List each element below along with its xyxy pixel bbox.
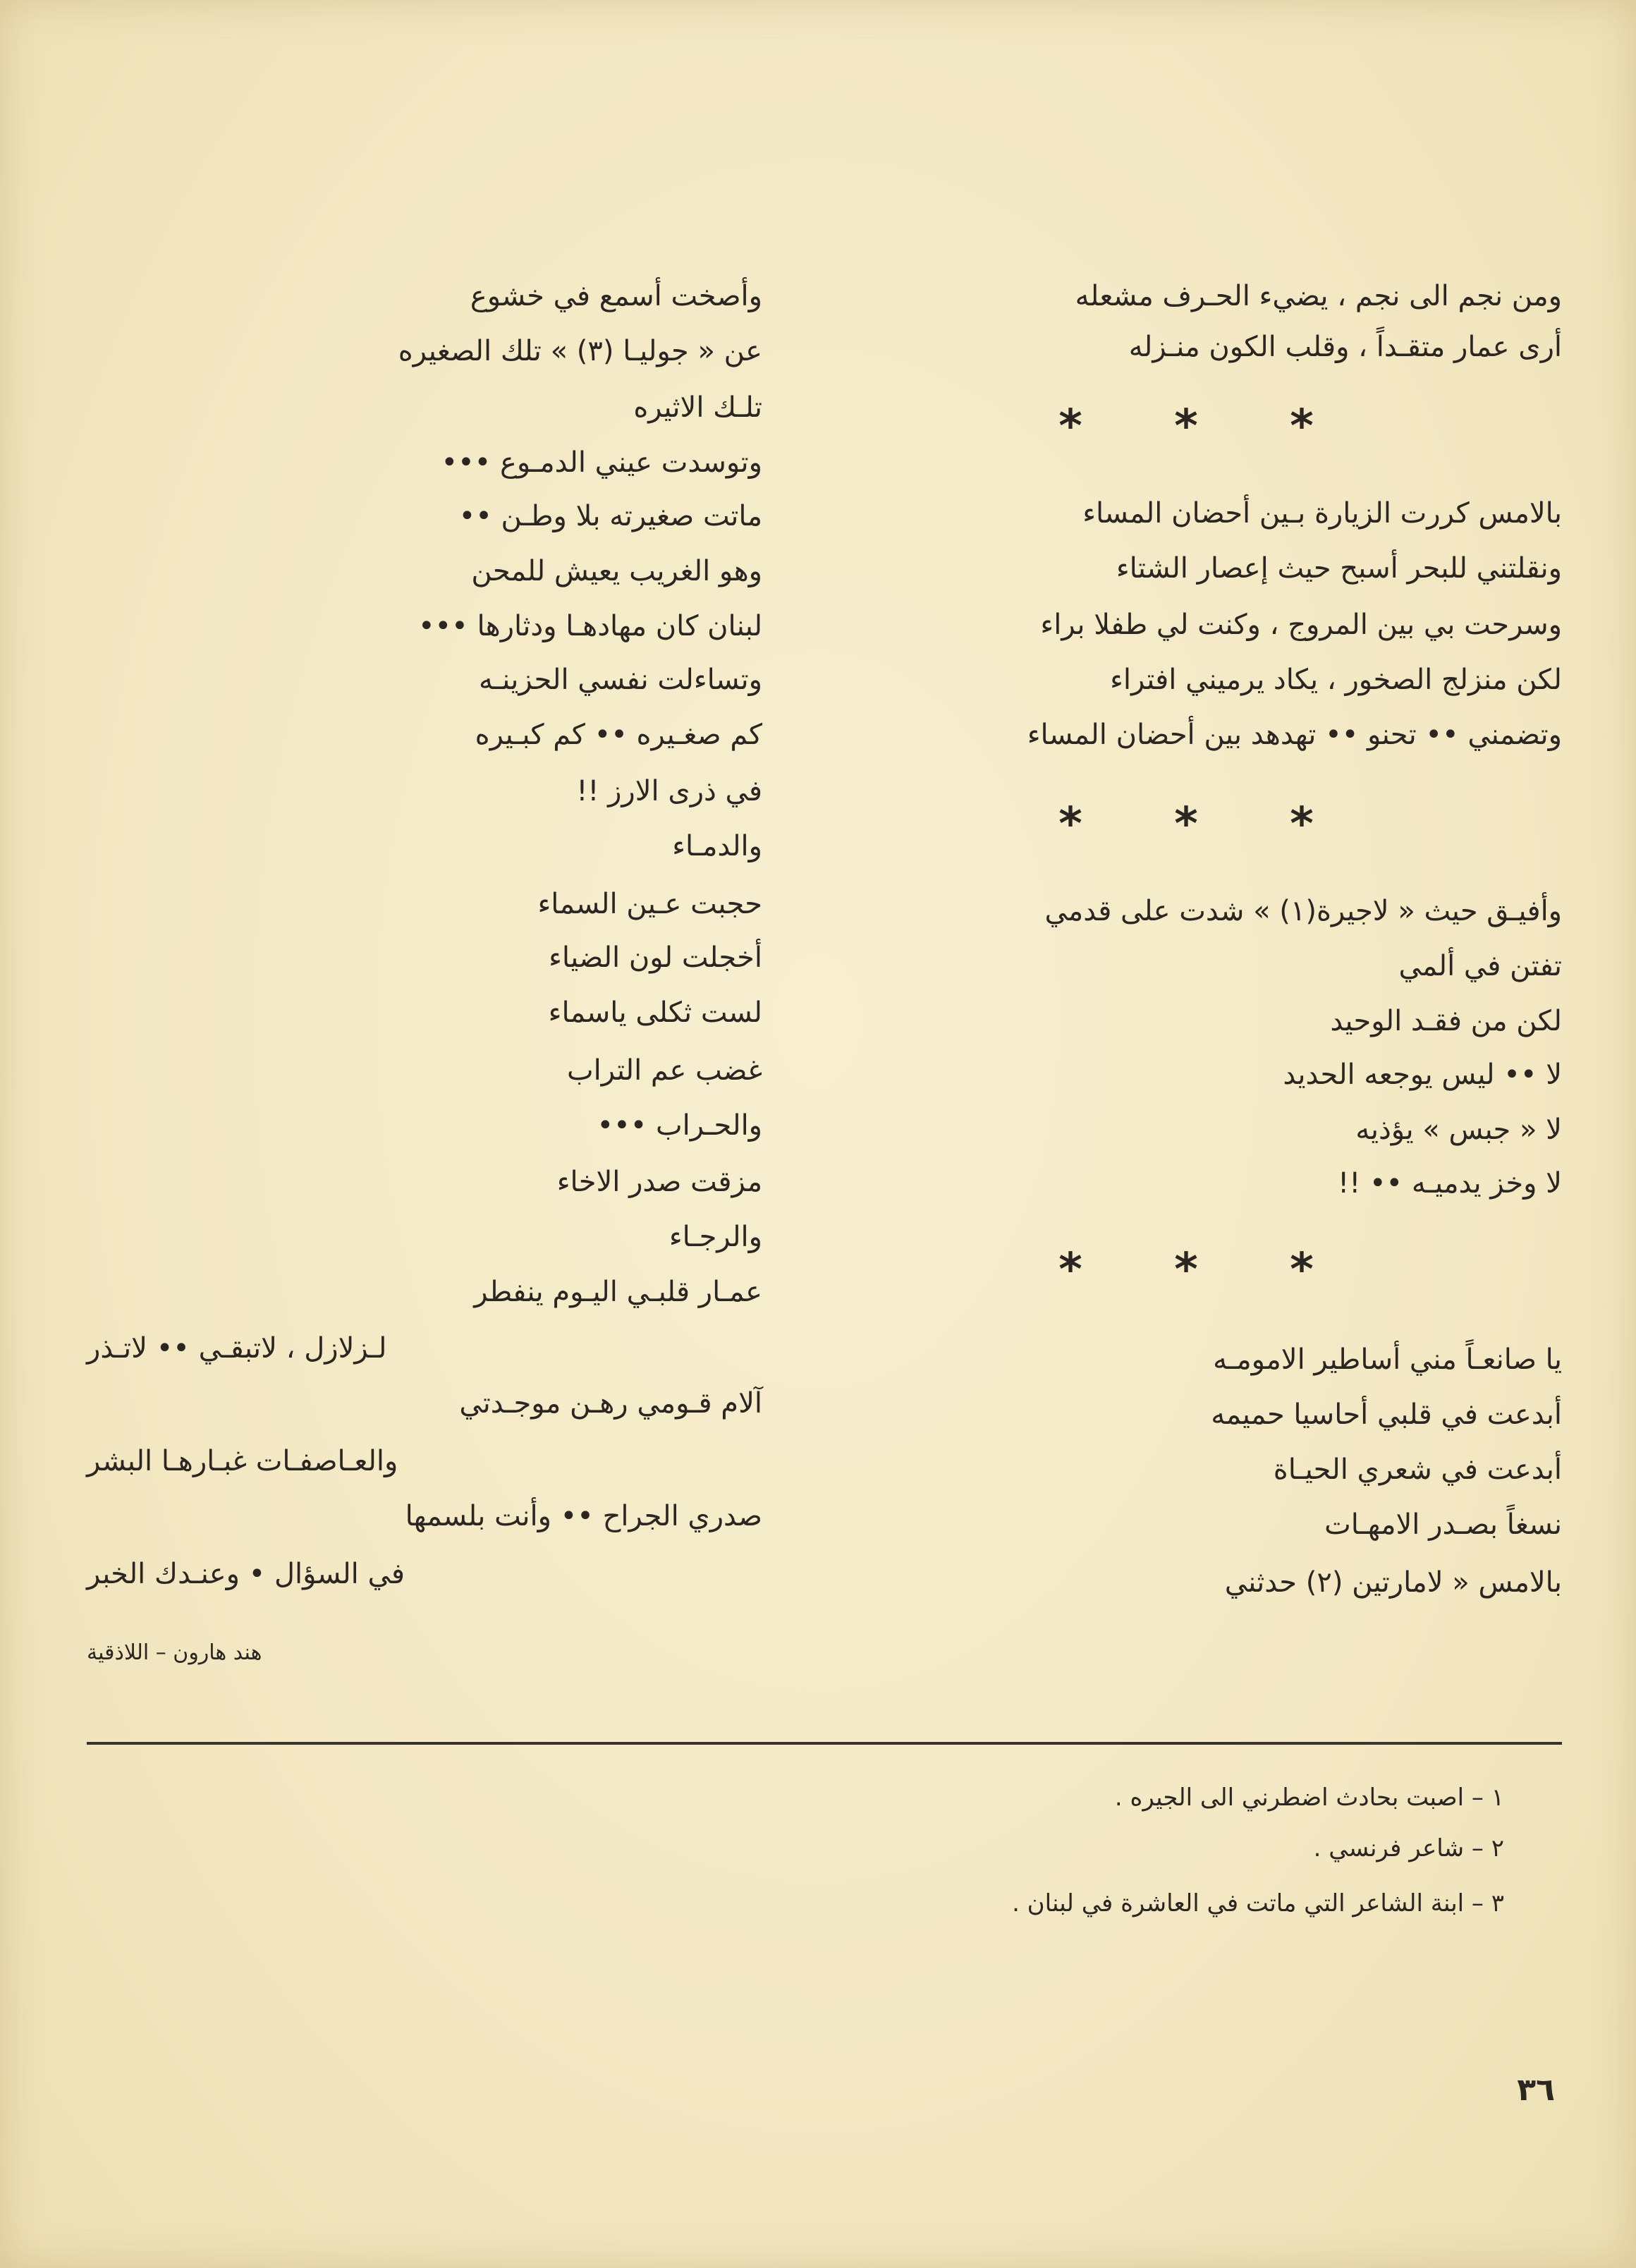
poem-line: آلام قـومي رهـن موجـدتي	[459, 1387, 762, 1420]
poem-line: تلـك الاثيره	[633, 391, 762, 424]
poem-line: مزقت صدر الاخاء	[556, 1166, 762, 1198]
poem-line: بالامس كررت الزيارة بـين أحضان المساء	[1082, 497, 1562, 530]
page-number: ٣٦	[1517, 2072, 1555, 2108]
poem-line: ونقلتني للبحر أسبح حيث إعصار الشتاء	[1116, 552, 1562, 585]
asterisk-divider: *	[1174, 401, 1198, 453]
poem-line: وتضمني •• تحنو •• تهدهد بين أحضان المساء	[1027, 719, 1562, 751]
poem-line: لكن من فقـد الوحيد	[1330, 1005, 1562, 1037]
poem-line: وتساءلت نفسي الحزينـه	[479, 664, 762, 696]
poem-column-left	[87, 0, 762, 1693]
poem-line: وأصخت أسمع في خشوع	[470, 280, 762, 312]
footnote-separator-rule	[87, 1742, 1562, 1745]
poem-line: لا « جبس » يؤذيه	[1355, 1114, 1562, 1146]
poem-line: ماتت صغيرته بلا وطـن ••	[458, 500, 762, 532]
poem-line: لا وخز يدميـه •• !!	[1338, 1167, 1562, 1200]
poem-line: والرجـاء	[669, 1221, 762, 1253]
poem-line: لا •• ليس يوجعه الحديد	[1283, 1059, 1562, 1091]
poem-line: أبدعت في قلبي أحاسيا حميمه	[1211, 1398, 1562, 1431]
footnote: ٢ – شاعر فرنسي .	[1313, 1834, 1504, 1862]
poem-line: والعـاصفـات غبـارهـا البشر	[87, 1445, 398, 1477]
poem-line: كم صغـيره •• كم كبـيره	[475, 719, 762, 751]
asterisk-divider: *	[1058, 401, 1082, 453]
footnote: ١ – اصبت بحادث اضطرني الى الجيره .	[1114, 1784, 1504, 1812]
asterisk-divider: *	[1058, 798, 1082, 850]
asterisk-divider: *	[1290, 1244, 1314, 1296]
poem-line: بالامس « لامارتين (٢) حدثني	[1224, 1566, 1562, 1599]
poem-line: أبدعت في شعري الحيـاة	[1273, 1453, 1562, 1486]
footnote: ٣ – ابنة الشاعر التي ماتت في العاشرة في لبنان .	[1012, 1889, 1504, 1918]
poem-line: لست ثكلى ياسماء	[548, 996, 762, 1029]
poem-line: يا صانعـاً مني أساطير الامومـه	[1213, 1343, 1562, 1376]
poem-line: في ذرى الارز !!	[576, 775, 762, 807]
poem-line: وتوسدت عيني الدمـوع •••	[441, 446, 762, 479]
poem-line: عن « جوليـا (٣) » تلك الصغيره	[398, 335, 762, 367]
author-signature: هند هارون – اللاذقية	[87, 1640, 262, 1665]
poem-line: لبنان كان مهادهـا ودثارها •••	[417, 610, 762, 642]
poem-line: وأفيـق حيث « لاجيرة(١) » شدت على قدمي	[1044, 895, 1562, 927]
poem-line: لـزلازل ، لاتبقـي •• لاتـذر	[87, 1332, 387, 1365]
poem-line: عمـار قلبـي اليـوم ينفطر	[474, 1276, 762, 1308]
asterisk-divider: *	[1290, 798, 1314, 850]
poem-line: وهو الغريب يعيش للمحن	[471, 555, 762, 587]
poem-line: غضب عم التراب	[566, 1054, 762, 1087]
poem-line: حجبت عـين السماء	[537, 888, 762, 920]
poem-line: أرى عمار متقـداً ، وقلب الكون منـزله	[1128, 331, 1562, 363]
poem-column-right	[917, 0, 1562, 1693]
poem-line: ومن نجم الى نجم ، يضيء الحـرف مشعله	[1075, 280, 1562, 312]
poem-line: صدري الجراح •• وأنت بلسمها	[405, 1500, 762, 1532]
asterisk-divider: *	[1290, 401, 1314, 453]
poem-line: لكن منزلج الصخور ، يكاد يرميني افتراء	[1110, 664, 1562, 696]
asterisk-divider: *	[1174, 798, 1198, 850]
poem-line: أخجلت لون الضياء	[549, 941, 762, 974]
asterisk-divider: *	[1174, 1244, 1198, 1296]
poem-line: وسرحت بي بين المروج ، وكنت لي طفلا براء	[1040, 609, 1562, 641]
poem-line: والحـراب •••	[597, 1109, 762, 1142]
poem-line: والدمـاء	[672, 830, 762, 862]
poem-line: نسغاً بصـدر الامهـات	[1324, 1508, 1562, 1541]
asterisk-divider: *	[1058, 1244, 1082, 1296]
poem-line: في السؤال • وعنـدك الخبر	[87, 1558, 405, 1590]
poem-line: تفتن في ألمي	[1398, 950, 1562, 982]
